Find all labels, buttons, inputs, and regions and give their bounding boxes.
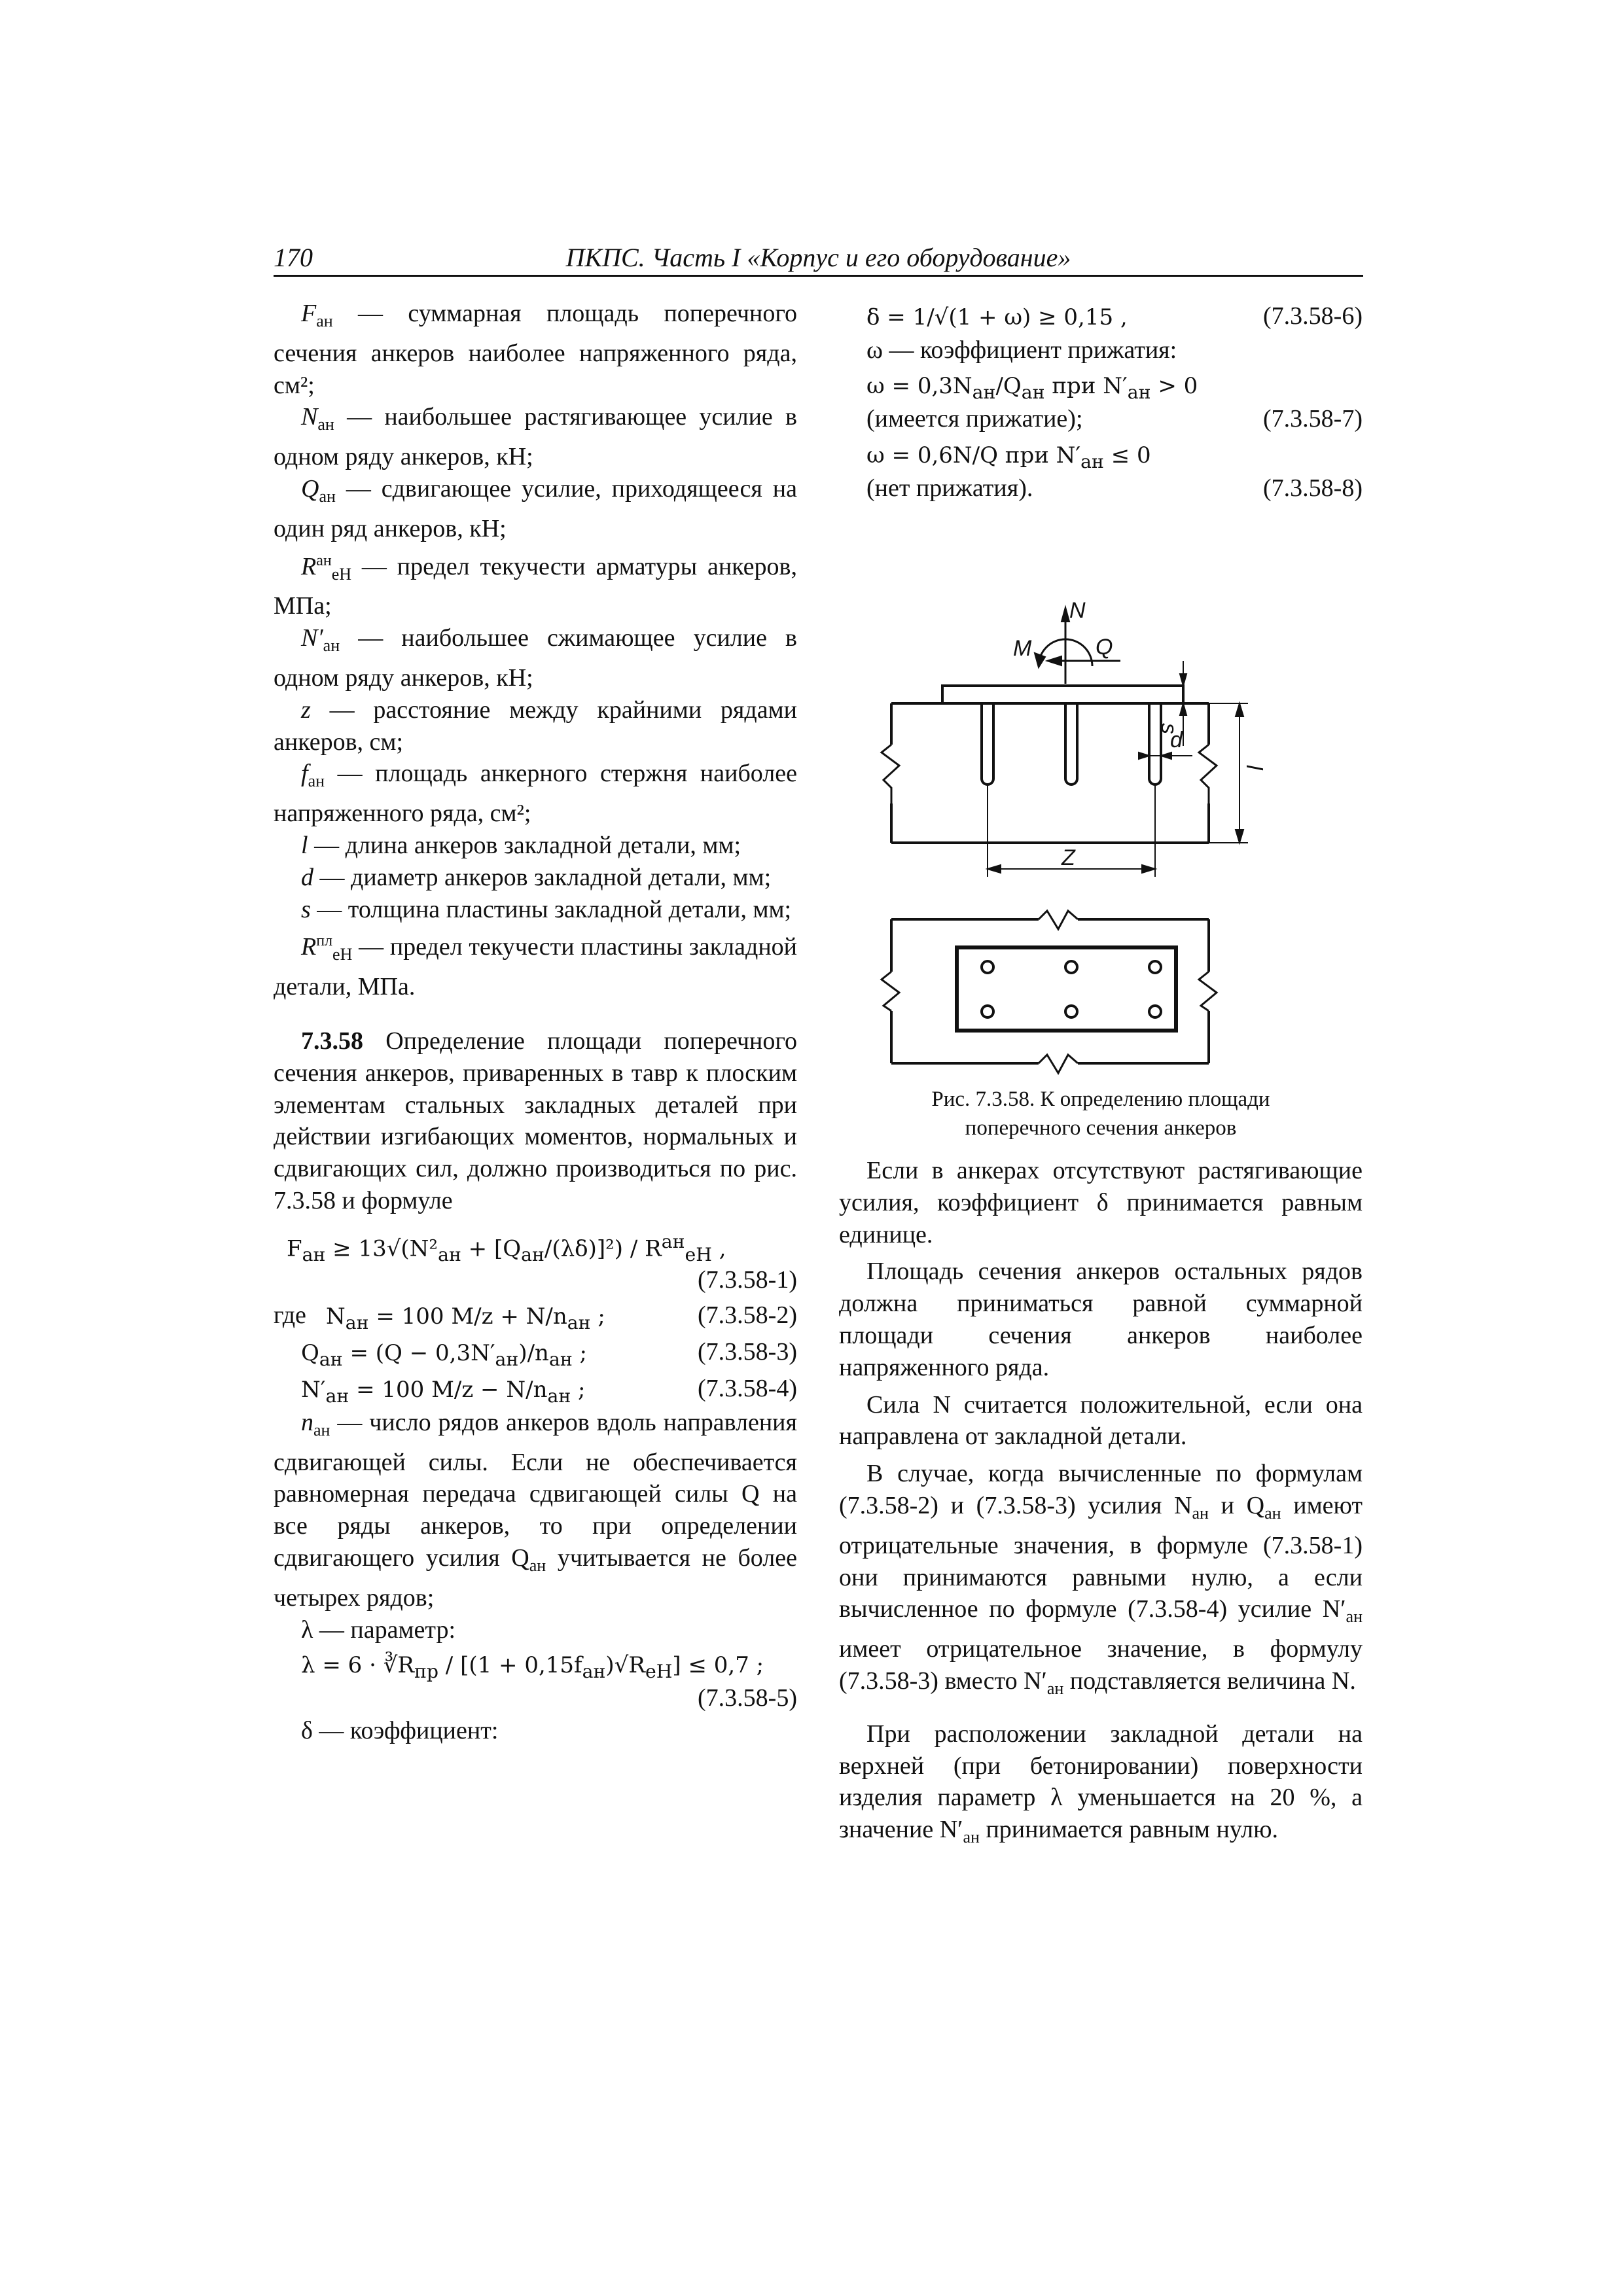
definition-item: $f_{ан}$ — площадь анкерного стержня наиболее напряженного ряда, см²; [274,760,797,828]
definition-item: $R^{ан}_{еН}$ — предел текучести арматуры анкеров, МПа; [274,552,797,620]
paragraph-delta-unity: Если в анкерах отсутствуют растягивающие усилия, коэффициент δ принимается равным единице. [839,1157,1363,1248]
lambda-definition: λ — параметр: [301,1616,456,1644]
definition-item [274,894,797,926]
definition-symbol: F [301,300,317,327]
equation-4-formula: $N'_{ан} = 100$ $M/z - N/n_{ан}$ ; [301,1376,586,1407]
equation-6-number: (7.3.58-6) [1263,302,1363,330]
where-label: где [274,1301,306,1329]
equation-8 [839,436,1363,472]
anchor-figure [839,576,1363,1145]
equation-7-note: (имеется прижатие); [866,404,1083,433]
definition-item [274,830,797,862]
definition-text: — наибольшее сжимающее усилие в одном ряду анкеров, кН; [274,624,797,692]
equation-3 [274,1333,797,1370]
equation-1-number: (7.3.58-1) [698,1265,797,1294]
equation-2-number: (7.3.58-2) [698,1301,797,1329]
anchor-length-l-label: l [1241,765,1266,770]
definition-list [274,298,797,1003]
anchor-diameter-d-label: d [1170,728,1183,752]
definition-text: — диаметр анкеров закладной детали, мм; [313,863,772,891]
equation-1 [274,1217,797,1264]
equation-7-formula: $\omega = 0,3N_{ан}/Q_{ан}$ при $N'_{ан} > 0$ [866,372,1198,403]
right-column-bottom [839,1155,1363,1854]
definition-text: — толщина пластины закладной детали, мм; [310,895,792,923]
right-column-top [839,298,1363,505]
definition-text: — предел текучести арматуры анкеров, МПа; [274,552,797,620]
definition-text: — суммарная площадь поперечного сечения анкеров наиболее напряженного ряда, см²; [274,300,797,399]
definition-symbol: Q [301,474,319,503]
delta-definition: δ — коэффициент: [301,1717,499,1745]
equation-3-formula: $Q_{ан} = (Q - 0,3N'_{ан})/n_{ан}$ ; [301,1339,587,1370]
shear-Q-label: Q [1096,635,1113,660]
definition-item: $N'_{ан}$ — наибольшее сжимающее усилие в одном ряду анкеров, кН; [274,624,797,692]
page-number: 170 [274,243,313,272]
page-header [274,241,1363,277]
definition-symbol: z [301,696,311,724]
equation-3-number: (7.3.58-3) [698,1337,797,1366]
definition-symbol: s [301,895,311,923]
left-column [274,298,797,1747]
equation-4 [274,1370,797,1407]
omega-definition: ω — коэффициент прижатия: [866,336,1177,364]
definition-text: — наибольшее растягивающее усилие в одном ряду анкеров, кН; [274,403,797,471]
equation-6-formula: δ = 1/√(1 + ω) ≥ 0,15 , [866,304,1128,330]
n-definition: $n_{ан}$ — число рядов анкеров вдоль направления сдвигающей силы. Если не обеспечивается равномерная передача сдвигающей силы Q на все ряды анкеров, то при определении сдвигающего усилия $Q_{ан}$ учитывается не более четырех рядов; [274,1408,798,1612]
paragraph-negative-values: В случае, когда вычисленные по формулам (7.3.58-2) и (7.3.58-3) усилия $N_{ан}$ и $Q_{ан}$ имеют отрицательные значения, в формуле (7.3.58-1) они принимаются равными нулю, а если вычисленное по формуле (7.3.58-4) усилие $N'_{ан}$ имеет отрицательное значение, в формулу (7.3.58-3) вместо $N'_{ан}$ подставляется величина N. [839,1460,1363,1698]
definition-text: — длина анкеров закладной детали, мм; [308,831,741,859]
moment-M-label: M [1013,636,1032,661]
equation-2-formula: $N_{ан} = 100$ $M/z + N/n_{ан}$ ; [326,1303,605,1333]
equation-8-note: (нет прижатия). [866,474,1033,502]
paragraph-other-rows: Площадь сечения анкеров остальных рядов должна приниматься равной суммарной площади сечения анкеров наиболее напряженного ряда. [839,1258,1363,1381]
equation-4-number: (7.3.58-4) [698,1374,797,1402]
definition-text: — предел текучести пластины закладной детали, МПа. [274,933,797,1001]
paragraph-upper-surface: При расположении закладной детали на верхней (при бетонировании) поверхности изделия параметр λ уменьшается на 20 %, а значение $N'_{ан}$ принимается равным нулю. [839,1720,1363,1847]
equation-5 [274,1646,797,1682]
definition-symbol: N [301,403,318,431]
equation-6 [839,298,1363,334]
running-title: ПКПС. Часть I «Корпус и его оборудование» [565,243,1071,272]
equation-1-formula: $F_{ан} \ge 13√(N^2_{ан} + [Q_{ан}/(\lambda\delta)]^2) / R^{ан}_{еН}$ , [287,1230,726,1265]
anchor-spacing-Z-label: Z [1061,845,1075,870]
equation-2 [274,1297,797,1333]
definition-symbol: d [301,863,313,891]
equation-7-number: (7.3.58-7) [1263,404,1363,433]
definition-item: $R^{пл}_{еН}$ — предел текучести пластины закладной детали, МПа. [274,932,797,1001]
plate-thickness-s-label: s [1156,723,1181,734]
force-N-label: N [1069,598,1086,623]
definition-text: — площадь анкерного стержня наиболее напряженного ряда, см²; [274,760,797,828]
equation-7 [839,366,1363,403]
equation-8-number: (7.3.58-8) [1263,474,1363,502]
definition-item [274,862,797,894]
section-paragraph [274,1025,797,1217]
section-number: 7.3.58 [301,1027,363,1055]
definition-text: — сдвигающее усилие, приходящееся на один ряд анкеров, кН; [274,474,797,542]
paragraph-force-sign: Сила N считается положительной, если она направлена от закладной детали. [839,1390,1363,1451]
section-text: Определение площади поперечного сечения анкеров, приваренных в тавр к плоским элементам стальных закладных деталей при действии изгибающих моментов, нормальных и сдвигающих сил, должно производиться по рис. 7.3.58 и формуле [274,1027,797,1214]
definition-item: $N_{ан}$ — наибольшее растягивающее усилие в одном ряду анкеров, кН; [274,403,797,471]
equation-5-number: (7.3.58-5) [698,1684,797,1712]
equation-5-formula: $\lambda = 6 \cdot ∛R_{пр} / [(1 + 0,15f_{ан})√R_{еН}] \le 0,7$ ; [301,1652,764,1683]
definition-symbol: R [301,933,317,961]
definition-symbol: N′ [301,624,323,652]
equation-8-formula: ω = 0,6N/Q при $N'_{ан} \le 0$ [866,442,1151,472]
definition-item: $F_{ан}$ — суммарная площадь поперечного сечения анкеров наиболее напряженного ряда, см²; [274,300,797,399]
definition-item [274,694,797,758]
definition-symbol: f [301,760,308,788]
definition-item: $Q_{ан}$ — сдвигающее усилие, приходящееся на один ряд анкеров, кН; [274,474,797,542]
definition-symbol: R [301,552,317,580]
figure-caption: Рис. 7.3.58. К определению площади поперечного сечения анкеров [931,1087,1270,1140]
definition-symbol: l [301,831,308,859]
definition-text: — расстояние между крайними рядами анкеров, см; [274,696,797,756]
